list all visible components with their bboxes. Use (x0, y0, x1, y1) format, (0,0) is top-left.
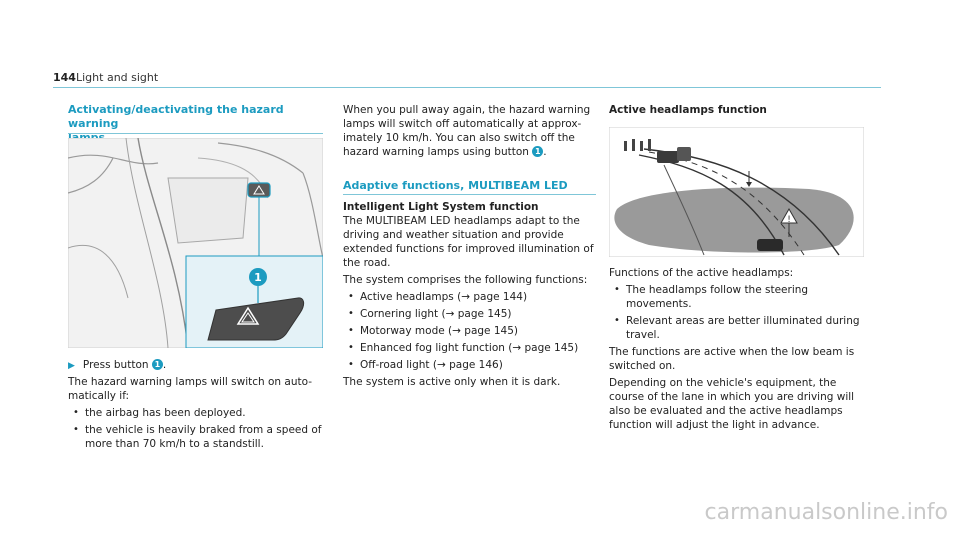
cross-ref-arrow-icon: → (512, 342, 522, 354)
function-label: Enhanced fog light function ( (360, 342, 513, 354)
col2-line3: imately 10 km/h. You can also switch off the (343, 132, 575, 144)
active-headlamps-illustration (609, 127, 864, 257)
functions-list (343, 290, 596, 372)
svg-text:!: ! (787, 215, 791, 225)
page-title: Light and sight (76, 71, 159, 84)
page-ref-link[interactable]: page 145) (464, 325, 518, 337)
active-headlamps-heading: Active headlamps function (609, 104, 767, 116)
adaptive-para2: The system comprises the following functions: (343, 274, 588, 286)
function-label: Cornering light ( (360, 308, 446, 320)
adaptive-heading-rule (343, 194, 596, 195)
list-item: • Relevant areas are better illuminated during travel. (609, 314, 864, 342)
cross-ref-arrow-icon: → (436, 359, 446, 371)
adaptive-para3: The system is active only when it is dark. (343, 376, 561, 388)
adaptive-body (343, 214, 596, 389)
function-label: Off-road light ( (360, 359, 437, 371)
function-item-motorway-mode (343, 324, 596, 338)
function-item-fog-light (343, 341, 596, 355)
cross-ref-arrow-icon: → (452, 325, 461, 337)
hazard-conditions-list (68, 406, 328, 451)
header-rule (53, 87, 881, 88)
cross-ref-arrow-icon: → (445, 308, 455, 320)
hazard-heading-line1: Activating/deactivating the hazard warning (68, 103, 284, 130)
page-ref-link[interactable]: page 145) (524, 342, 579, 354)
hazard-para1-line2: matically if: (68, 390, 130, 402)
intelligent-light-subheading: Intelligent Light System function (343, 201, 539, 213)
road-illustration (609, 127, 864, 257)
adaptive-heading: Adaptive functions, MULTIBEAM LED (343, 179, 568, 192)
hazard-step-text: Press button (82, 359, 149, 371)
col2-line4-end: . (543, 146, 547, 158)
col2-line1: When you pull away again, the hazard warning (343, 104, 591, 116)
callout-1-badge: 1 (152, 359, 163, 370)
page-ref-link[interactable]: page 145) (457, 308, 512, 320)
function-item-active-headlamps (343, 290, 596, 304)
hazard-heading-rule (68, 133, 323, 134)
list-item: • The headlamps follow the steering movements. (609, 283, 864, 311)
step-arrow-icon: ▶ (68, 361, 75, 371)
hazard-switch-illustration (68, 138, 323, 348)
page-ref-link[interactable]: page 146) (449, 359, 503, 371)
function-label: Motorway mode ( (360, 325, 453, 337)
dashboard-illustration (68, 138, 323, 348)
adaptive-section (343, 200, 596, 392)
active-headlamps-text (609, 266, 864, 435)
active-functions-list (609, 283, 864, 342)
hazard-switch-off-text (343, 103, 598, 159)
col2-line4 (343, 145, 598, 159)
list-item: • the vehicle is heavily braked from a speed of more than 70 km/h to a standstill. (68, 423, 328, 451)
col2-line2: lamps will switch off automatically at approx- (343, 118, 582, 130)
hazard-instructions (68, 358, 328, 454)
hazard-step-end: . (162, 359, 167, 371)
function-item-off-road-light (343, 358, 596, 372)
hazard-para1-line1: The hazard warning lamps will switch on auto- (68, 376, 313, 388)
active-intro: Functions of the active headlamps: (609, 267, 794, 279)
adaptive-para1: The MULTIBEAM LED headlamps adapt to the driving and weather situation and provide extended functions for improved illumination of the road. (343, 215, 594, 269)
cross-ref-arrow-icon: → (461, 291, 470, 303)
function-item-cornering-light (343, 307, 596, 321)
watermark: carmanualsonline.info (704, 500, 948, 525)
col2-line4-text: hazard warning lamps using button (343, 146, 529, 158)
function-label: Active headlamps ( (360, 291, 462, 303)
callout-1-badge: 1 (532, 146, 543, 157)
page-number: 144 (53, 71, 76, 84)
active-para2: Depending on the vehicle's equipment, the course of the lane in which you are driving will also be evaluated and the active headlamps function will adjust the light in advance. (609, 377, 855, 431)
active-para1: The functions are active when the low beam is switched on. (609, 346, 855, 372)
list-item: • the airbag has been deployed. (68, 406, 328, 420)
page-ref-link[interactable]: page 144) (473, 291, 528, 303)
hazard-step (68, 358, 328, 373)
svg-text:1: 1 (254, 271, 262, 284)
